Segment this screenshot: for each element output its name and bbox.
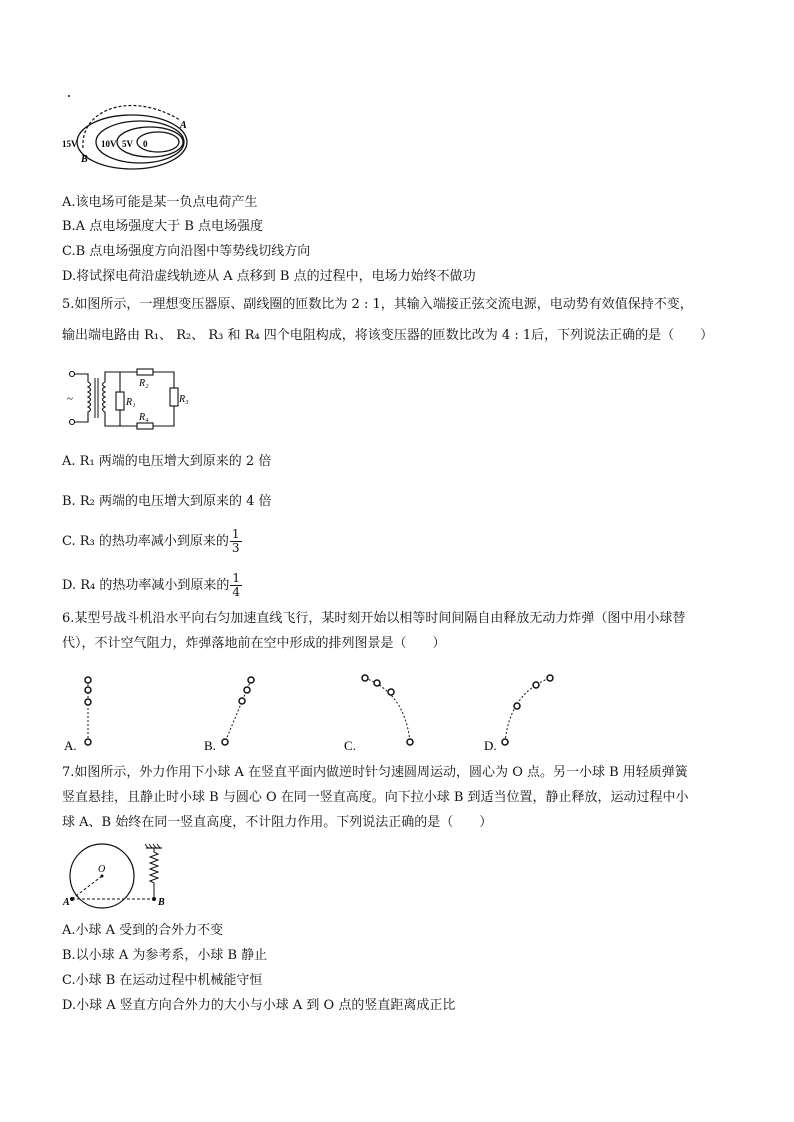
q6-option-figures bbox=[60, 668, 560, 758]
bomb-arrangement-d bbox=[484, 675, 553, 753]
secondary-coil bbox=[103, 382, 106, 412]
q7-stem-line-2: 竖直悬挂，且静止时小球 B 与圆心 O 在同一竖直高度。向下拉小球 B 到适当位置，静止释放，运动过程中小 bbox=[62, 790, 689, 805]
label-point-b: B bbox=[81, 154, 88, 165]
q5-option-b: B. R₂ 两端的电压增大到原来的 4 倍 bbox=[62, 494, 272, 509]
q4-option-c: C.B 点电场强度方向沿图中等势线切线方向 bbox=[62, 244, 311, 259]
label-r4: R₄ bbox=[139, 412, 149, 423]
label-0: 0 bbox=[143, 139, 148, 149]
radius-dashed bbox=[72, 876, 102, 899]
label-15v: 15V bbox=[62, 139, 78, 149]
q7-option-d: D.小球 A 竖直方向合外力的大小与小球 A 到 O 点的竖直距离成正比 bbox=[62, 998, 456, 1013]
q5-option-d bbox=[62, 572, 242, 599]
q6-label-b: B. bbox=[204, 738, 216, 753]
bomb-arrangement-a bbox=[64, 677, 91, 753]
equipotential-figure bbox=[60, 90, 200, 172]
q5-option-c bbox=[62, 528, 242, 555]
label-o: O bbox=[98, 864, 106, 875]
ac-source-symbol: ~ bbox=[67, 393, 73, 405]
primary-coil bbox=[88, 382, 91, 414]
label-5v: 5V bbox=[122, 139, 133, 149]
label-10v: 10V bbox=[101, 139, 117, 149]
q7-option-a: A.小球 A 受到的合外力不变 bbox=[62, 923, 224, 938]
label-r3: R₃ bbox=[179, 394, 189, 405]
input-terminal-top bbox=[70, 372, 75, 377]
q5-option-c-text: C. R₃ 的热功率减小到原来的 bbox=[62, 534, 229, 549]
q4-option-d: D.将试探电荷沿虚线轨迹从 A 点移到 B 点的过程中，电场力始终不做功 bbox=[62, 269, 476, 284]
transformer-circuit-figure bbox=[62, 362, 197, 434]
circle-spring-figure bbox=[62, 842, 182, 914]
label-b: B bbox=[158, 897, 165, 908]
q7-option-c: C.小球 B 在运动过程中机械能守恒 bbox=[62, 973, 263, 988]
q6-label-c: C. bbox=[344, 738, 356, 753]
ball-a bbox=[70, 897, 74, 901]
q6-label-d: D. bbox=[484, 738, 497, 753]
fraction-one-quarter: $\frac{1}{4}$ bbox=[232, 571, 240, 599]
q6-stem-line-1: 6.某型号战斗机沿水平向右匀加速直线飞行，某时刻开始以相等时间间隔自由释放无动力炸弹（图中用小球替 bbox=[62, 611, 686, 626]
q5-option-a: A. R₁ 两端的电压增大到原来的 2 倍 bbox=[62, 454, 272, 469]
resistor-r3 bbox=[170, 388, 178, 406]
label-a: A bbox=[63, 897, 70, 908]
resistor-r4 bbox=[137, 423, 153, 429]
label-r2: R₂ bbox=[139, 378, 149, 389]
label-point-a: A bbox=[180, 120, 187, 131]
fraction-one-third: $\frac{1}{3}$ bbox=[231, 527, 240, 555]
q5-stem-line-1: 5.如图所示，一理想变压器原、副线圈的匝数比为 2 : 1，其输入端接正弦交流电源，电动势有效值保持不变， bbox=[62, 297, 693, 312]
q5-stem-line-2: 输出端电路由 R₁、 R₂、 R₃ 和 R₄ 四个电阻构成，将该变压器的匝数比改为 4 : 1后，下列说法正确的是（ ） bbox=[62, 328, 714, 343]
resistor-r2 bbox=[137, 369, 153, 375]
bomb-arrangement-b bbox=[204, 677, 254, 753]
q4-option-a: A.该电场可能是某一负点电荷产生 bbox=[62, 195, 258, 210]
q7-option-b: B.以小球 A 为参考系，小球 B 静止 bbox=[62, 948, 268, 963]
stray-dot bbox=[68, 95, 70, 97]
q7-stem-line-1: 7.如图所示，外力作用下小球 A 在竖直平面内做逆时针匀速圆周运动，圆心为 O 点。另一小球 B 用轻质弹簧 bbox=[62, 765, 688, 780]
resistor-r1 bbox=[116, 392, 124, 410]
q6-stem-line-2: 代），不计空气阻力，炸弹落地前在空中形成的排列图景是（ ） bbox=[62, 636, 446, 651]
bomb-arrangement-c bbox=[344, 675, 413, 753]
ball-b bbox=[152, 897, 156, 901]
label-r1: R₁ bbox=[126, 397, 136, 408]
input-terminal-bottom bbox=[70, 420, 75, 425]
primary-wire bbox=[74, 374, 88, 422]
spring bbox=[150, 848, 158, 897]
q6-label-a: A. bbox=[64, 738, 77, 753]
q7-stem-line-3: 球 A、B 始终在同一竖直高度，不计阻力作用。下列说法正确的是（ ） bbox=[62, 815, 493, 830]
q5-option-d-text: D. R₄ 的热功率减小到原来的 bbox=[62, 578, 230, 593]
q4-option-b: B.A 点电场强度大于 B 点电场强度 bbox=[62, 219, 264, 234]
